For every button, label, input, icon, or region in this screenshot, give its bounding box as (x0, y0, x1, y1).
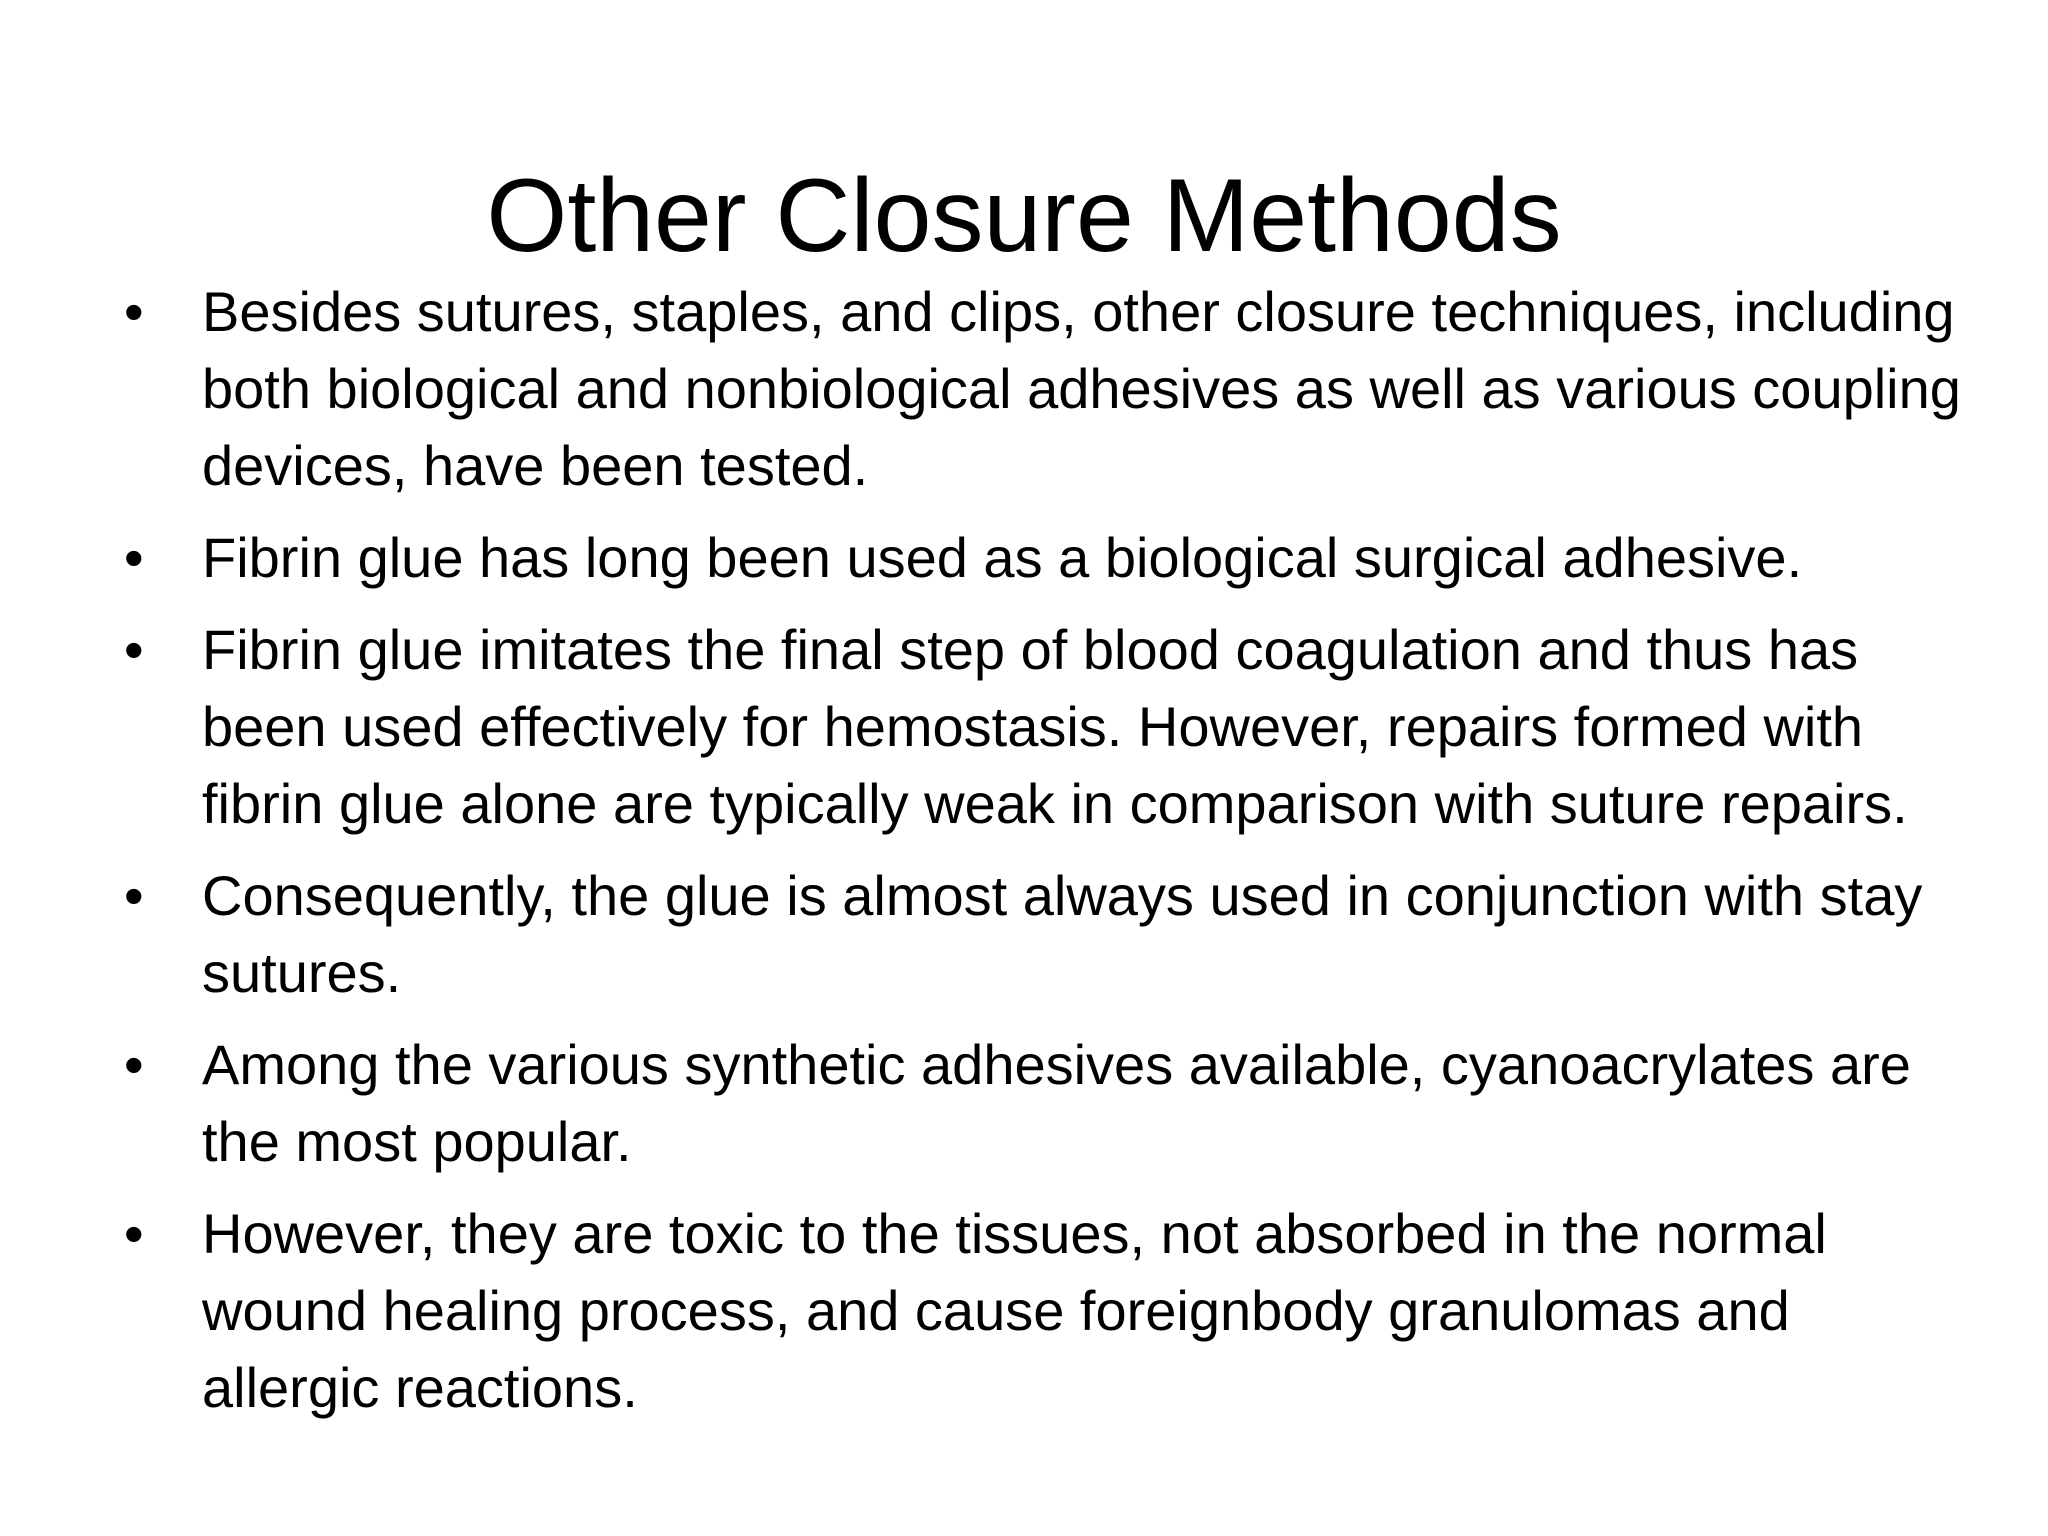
bullet-item-5 (122, 1026, 1968, 1180)
bullet-icon: • (124, 280, 144, 343)
bullet-text: Consequently, the glue is almost always used in conjunction with stay sutures. (202, 864, 1923, 1004)
bullet-item-4 (122, 857, 1968, 1011)
bullet-text: Besides sutures, staples, and clips, other closure techniques, including both biological and nonbiological adhesives as well as various coupling devices, have been tested. (202, 280, 1961, 497)
bullet-text: Among the various synthetic adhesives available, cyanoacrylates are the most popular. (202, 1033, 1911, 1173)
bullet-item-3 (122, 611, 1968, 842)
bullet-item-6 (122, 1195, 1968, 1426)
bullet-icon: • (124, 1202, 144, 1265)
bullet-icon: • (124, 618, 144, 681)
bullet-text: However, they are toxic to the tissues, not absorbed in the normal wound healing process, and cause foreignbody granulomas and allergic reactions. (202, 1202, 1827, 1419)
bullet-icon: • (124, 864, 144, 927)
bullet-icon: • (124, 1033, 144, 1096)
bullet-list (122, 273, 1968, 1441)
slide-title: Other Closure Methods (486, 157, 1562, 274)
bullet-icon: • (124, 526, 144, 589)
bullet-item-1 (122, 273, 1968, 504)
bullet-item-2 (122, 519, 1968, 596)
bullet-text: Fibrin glue has long been used as a biological surgical adhesive. (202, 526, 1803, 589)
bullet-text: Fibrin glue imitates the final step of blood coagulation and thus has been used effectively for hemostasis. However, repairs formed with fibrin glue alone are typically weak in comparison with suture repairs. (202, 618, 1908, 835)
